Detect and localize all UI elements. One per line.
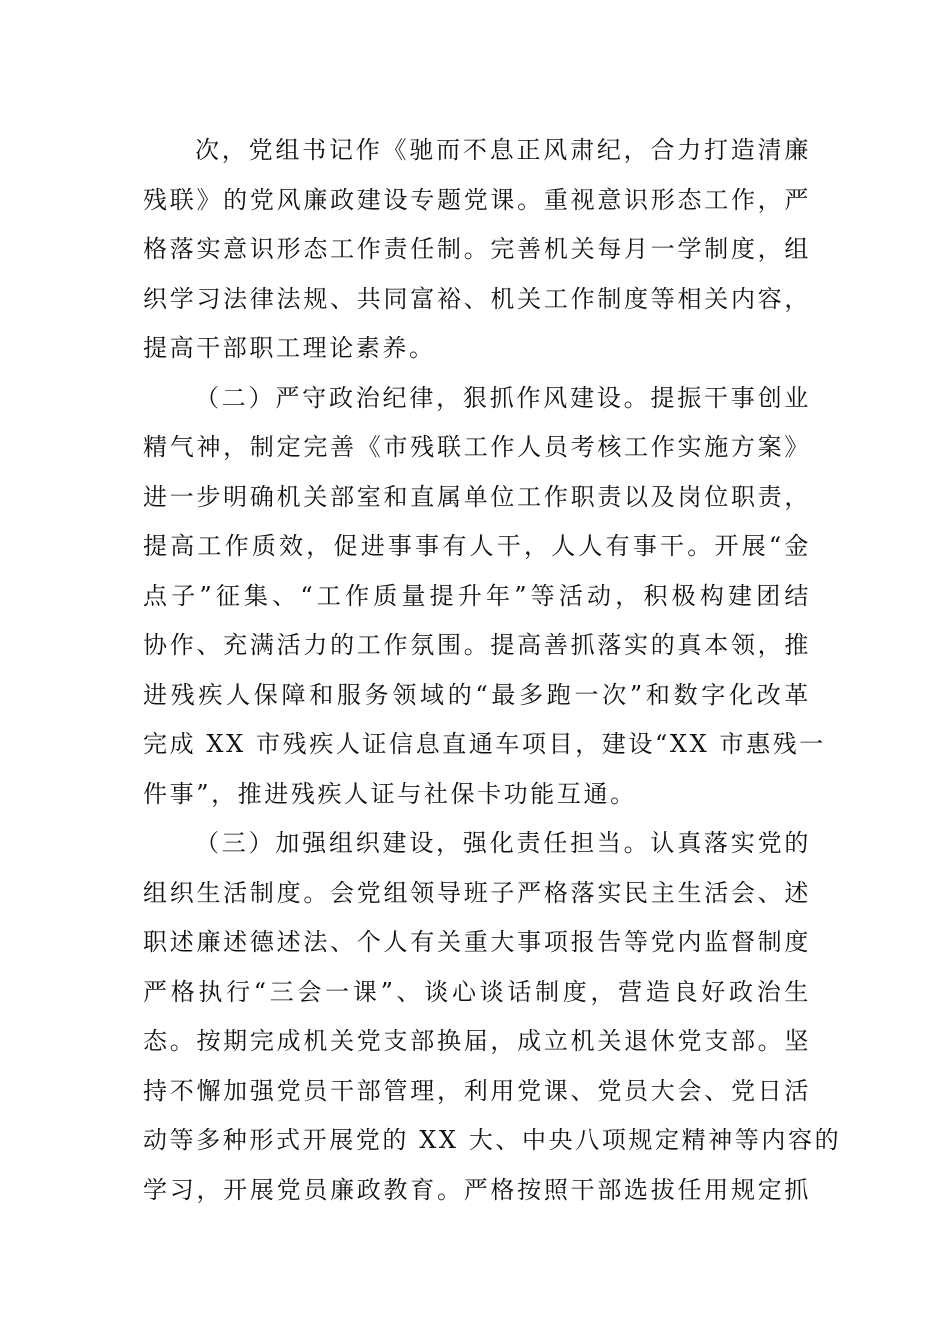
text-line: （二）严守政治纪律，狠抓作风建设。提振干事创业 <box>195 383 811 412</box>
text-line: 进残疾人保障和服务领域的“最多跑一次”和数字化改革 <box>143 680 811 709</box>
text-line: 次，党组书记作《驰而不息正风肃纪，合力打造清廉 <box>195 136 811 164</box>
text-line: 组织生活制度。会党组领导班子严格落实民主生活会、述 <box>143 878 811 907</box>
text-line: 提高工作质效，促进事事有人干，人人有事干。开展“金 <box>143 532 811 560</box>
text-line: 态。按期完成机关党支部换届，成立机关退休党支部。坚 <box>143 1027 811 1055</box>
text-line: 残联》的党风廉政建设专题党课。重视意识形态工作，严 <box>143 185 811 214</box>
text-line: 件事”，推进残疾人证与社保卡功能互通。 <box>143 779 637 808</box>
text-line: 学习，开展党员廉政教育。严格按照干部选拔任用规定抓 <box>143 1175 811 1204</box>
text-line: 职述廉述德述法、个人有关重大事项报告等党内监督制度 <box>143 928 811 956</box>
text-line: 完成 XX 市残疾人证信息直通车项目，建设“XX 市惠残一 <box>143 730 826 758</box>
paragraph-1 <box>143 126 811 374</box>
text-line: 点子”征集、“工作质量提升年”等活动，积极构建团结 <box>143 581 811 610</box>
document-body <box>143 126 842 1215</box>
text-line: 精气神，制定完善《市残联工作人员考核工作实施方案》 <box>143 433 811 461</box>
paragraph-3 <box>143 819 842 1215</box>
text-line: 提高干部职工理论素养。 <box>143 334 436 362</box>
text-line: 进一步明确机关部室和直属单位工作职责以及岗位职责， <box>143 482 811 511</box>
text-line: 协作、充满活力的工作氛围。提高善抓落实的真本领，推 <box>143 631 811 659</box>
text-line: 严格执行“三会一课”、谈心谈话制度，营造良好政治生 <box>143 977 811 1006</box>
text-line: （三）加强组织建设，强化责任担当。认真落实党的 <box>195 829 811 857</box>
text-line: 动等多种形式开展党的 XX 大、中央八项规定精神等内容的 <box>143 1126 842 1154</box>
text-line: 织学习法律法规、共同富裕、机关工作制度等相关内容， <box>143 284 811 313</box>
text-line: 格落实意识形态工作责任制。完善机关每月一学制度，组 <box>143 235 811 263</box>
text-line: 持不懈加强党员干部管理，利用党课、党员大会、党日活 <box>143 1076 811 1105</box>
paragraph-2 <box>143 374 826 820</box>
